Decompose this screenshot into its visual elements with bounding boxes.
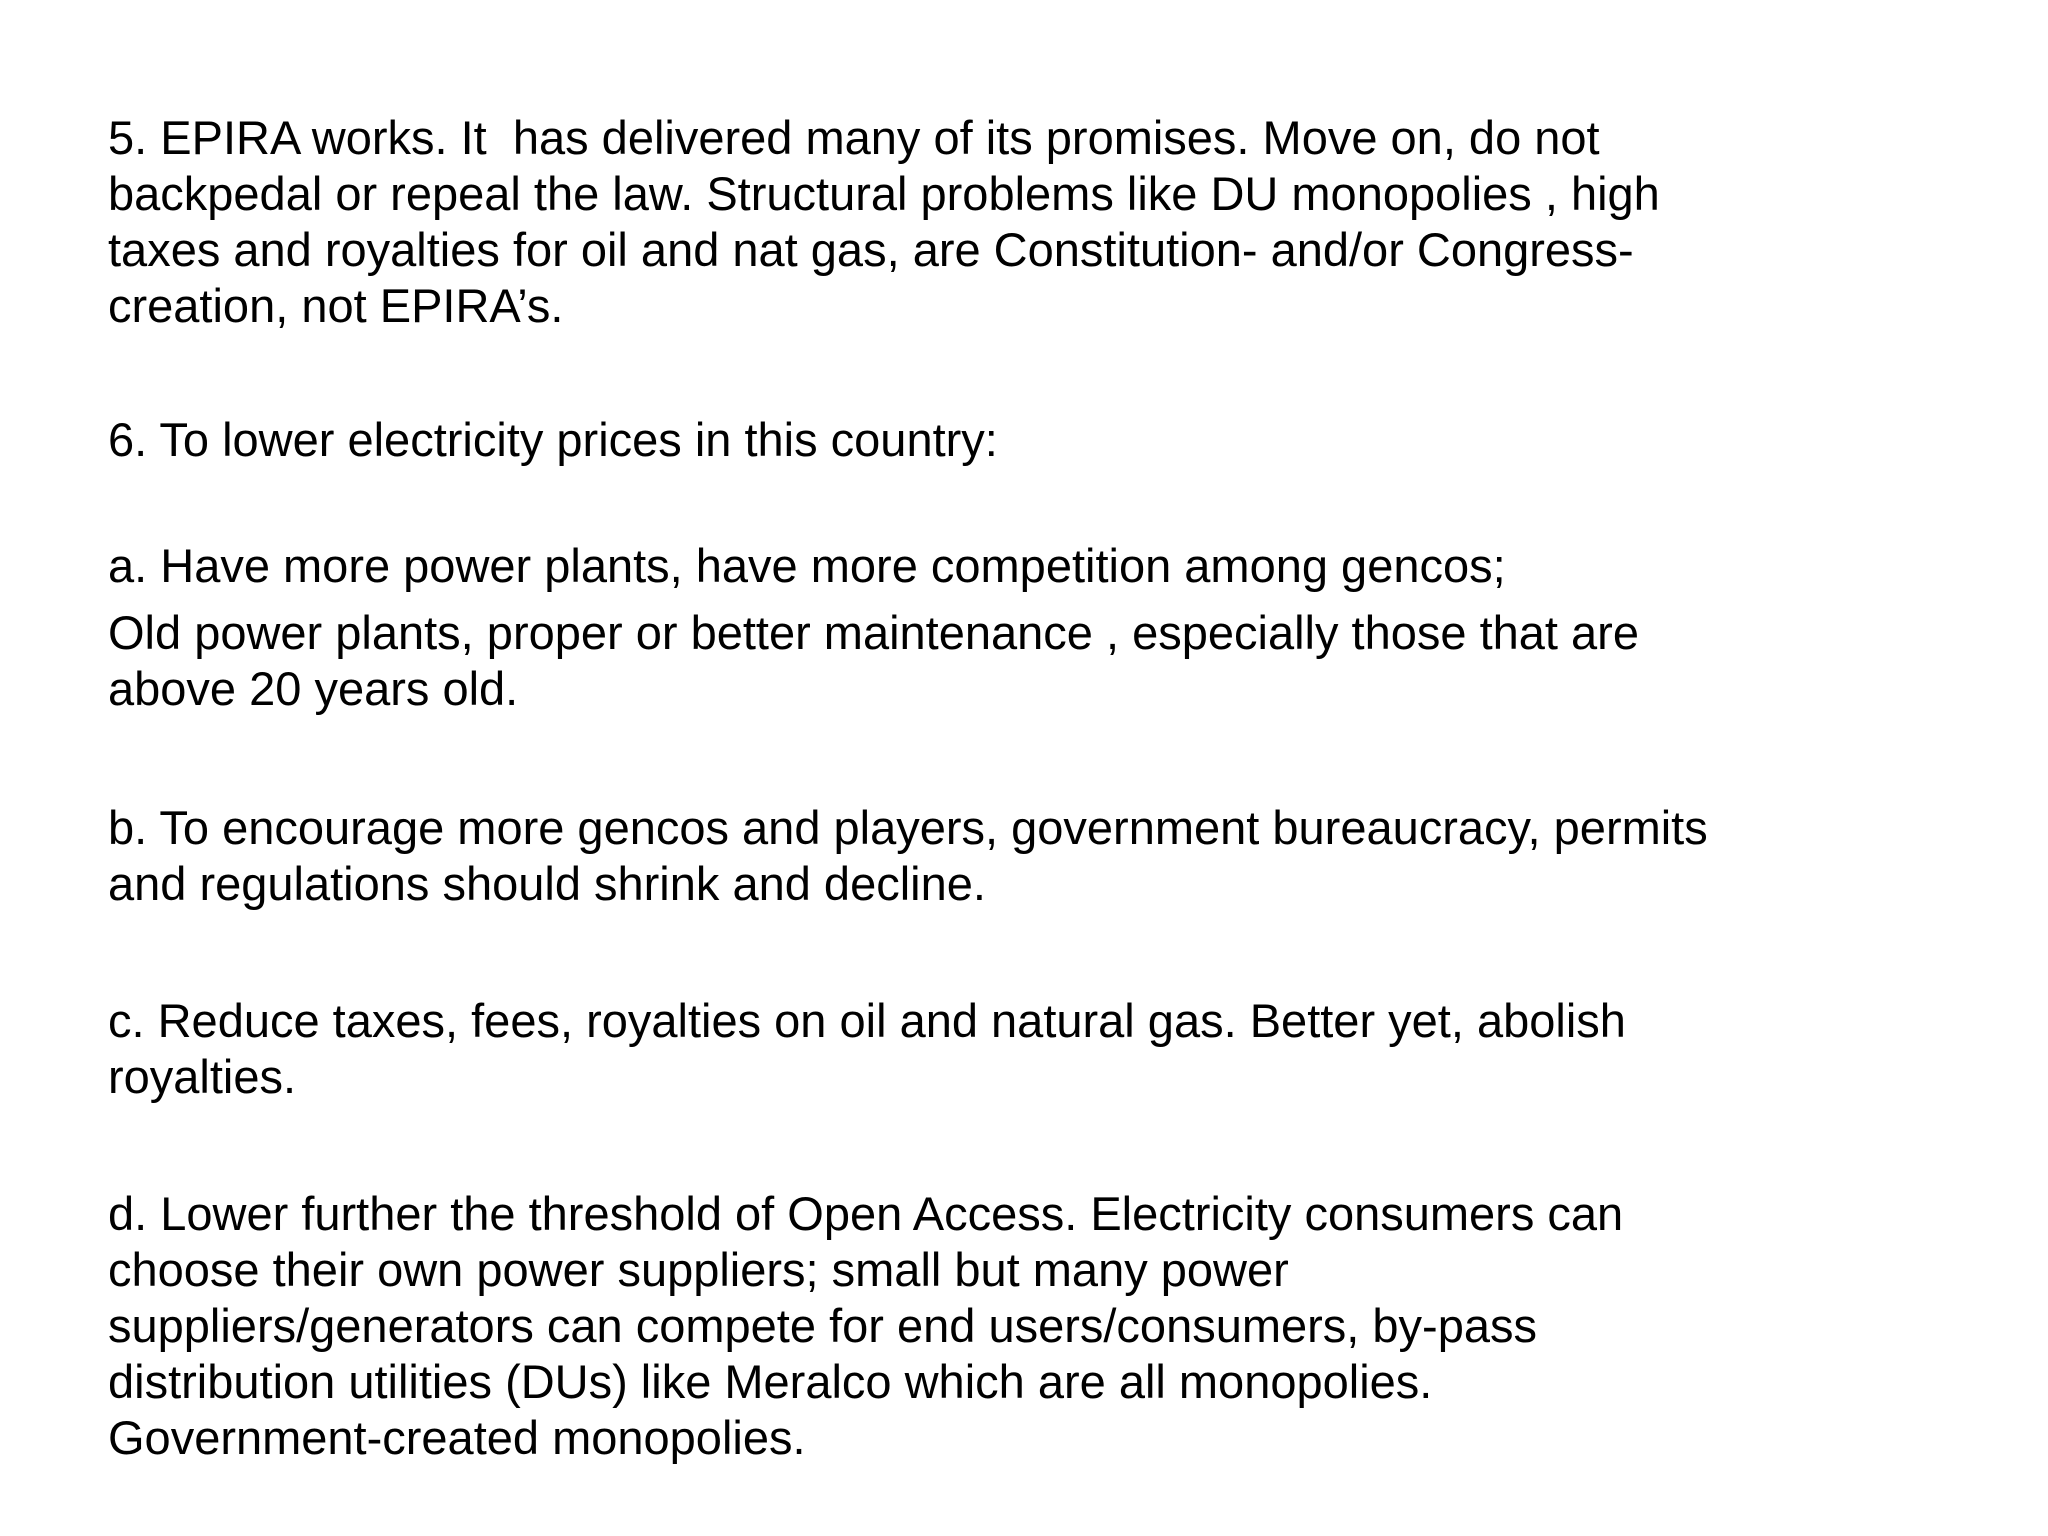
- text-line: Old power plants, proper or better maintenance , especially those that are: [108, 606, 1639, 659]
- text-line: choose their own power suppliers; small but many power: [108, 1243, 1289, 1296]
- paragraph-item-d: [108, 1186, 1968, 1466]
- paragraph-item-c: [108, 993, 1968, 1105]
- text-line: suppliers/generators can compete for end users/consumers, by-pass: [108, 1299, 1537, 1352]
- paragraph-item-b: [108, 800, 1968, 912]
- paragraph-item-6: [108, 412, 1968, 468]
- text-line: c. Reduce taxes, fees, royalties on oil and natural gas. Better yet, abolish: [108, 994, 1626, 1047]
- paragraph-item-a-continued: [108, 605, 1968, 717]
- text-line: Government-created monopolies.: [108, 1411, 806, 1464]
- paragraph-item-a: [108, 538, 1968, 594]
- paragraph-item-5: [108, 110, 1968, 334]
- text-line: taxes and royalties for oil and nat gas, are Constitution- and/or Congress-: [108, 223, 1634, 276]
- text-line: royalties.: [108, 1050, 297, 1103]
- text-line: 6. To lower electricity prices in this country:: [108, 413, 998, 466]
- text-line: above 20 years old.: [108, 662, 519, 715]
- text-line: b. To encourage more gencos and players, government bureaucracy, permits: [108, 801, 1708, 854]
- text-line: 5. EPIRA works. It has delivered many of its promises. Move on, do not: [108, 111, 1600, 164]
- text-line: and regulations should shrink and decline.: [108, 857, 986, 910]
- text-line: a. Have more power plants, have more competition among gencos;: [108, 539, 1506, 592]
- text-line: d. Lower further the threshold of Open Access. Electricity consumers can: [108, 1187, 1624, 1240]
- text-line: creation, not EPIRA’s.: [108, 279, 564, 332]
- text-line: distribution utilities (DUs) like Meralco which are all monopolies.: [108, 1355, 1433, 1408]
- text-line: backpedal or repeal the law. Structural problems like DU monopolies , high: [108, 167, 1660, 220]
